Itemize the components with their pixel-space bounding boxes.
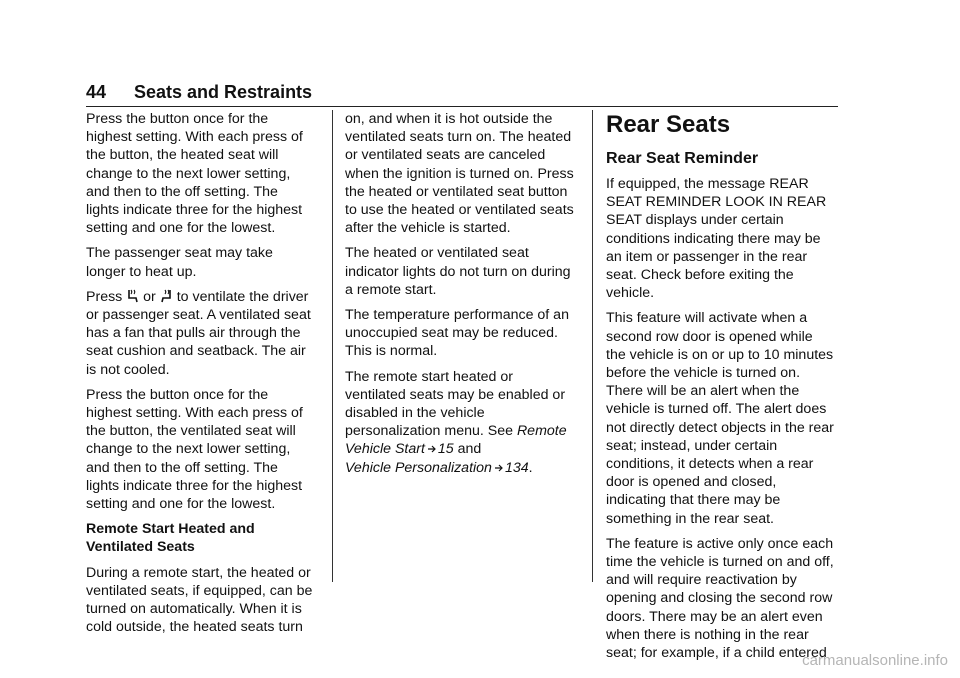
column-divider xyxy=(332,110,333,582)
page-reference-arrow-icon xyxy=(427,444,436,454)
paragraph: The heated or ventilated seat indicator lights do not turn on during a remote start. xyxy=(345,245,571,298)
paragraph: The remote start heated or ventilated seats may be enabled or disabled in the vehicle personalization menu. See Remote Vehicle Start 15 and Vehicle Personalization 134. xyxy=(345,368,567,476)
subheading: Remote Start Heated and Ventilated Seats xyxy=(86,521,255,556)
remote-vehicle-start-link[interactable]: Vehicle Start xyxy=(345,441,425,458)
paragraph: Press the button once for the highest setting. With each press of the button, the heated seat will change to the next lower setting, and then to the off setting. The lights indicate three for the highest setting and one for the lowest. xyxy=(86,111,303,237)
section-title: Seats and Restraints xyxy=(134,82,313,102)
remote-vehicle-start-link[interactable]: Remote xyxy=(516,423,567,440)
paragraph: This feature will activate when a second row door is opened while the vehicle is on or up to 10 minutes before the vehicle is turned on. There will be an alert when the vehicle is turned off. The alert does not directly detect objects in the rear seat; instead, under certain conditions, it detects when a rear door is opened and closed, indicating that there may be something in the rear seat. xyxy=(606,310,834,527)
passenger-ventilated-seat-icon xyxy=(160,289,173,303)
column-divider xyxy=(592,110,593,582)
page-header xyxy=(86,82,838,107)
paragraph: The passenger seat may take longer to heat up. xyxy=(86,245,273,280)
paragraph: The temperature performance of an unoccupied seat may be reduced. This is normal. xyxy=(345,307,569,360)
column-3 xyxy=(606,110,842,669)
vehicle-personalization-link[interactable]: Vehicle Personalization xyxy=(345,459,492,476)
page-reference[interactable]: 134 xyxy=(504,459,529,476)
paragraph: During a remote start, the heated or ventilated seats, if equipped, can be turned on automatically. When it is cold outside, the heated seats turn xyxy=(86,564,313,636)
paragraph: Press or to ventilate the driver or passenger seat. A ventilated seat has a fan that pulls air through the seat cushion and seatback. The air is not cooled. xyxy=(86,288,311,378)
driver-ventilated-seat-icon xyxy=(126,289,139,303)
paragraph: If equipped, the message REAR SEAT REMINDER LOOK IN REAR SEAT displays under certain conditions indicating there may be an item or passenger in the rear seat. Check before exiting the vehicle. xyxy=(606,176,827,302)
page-reference-arrow-icon xyxy=(494,463,503,473)
paragraph: The feature is active only once each time the vehicle is turned on and off, and will require reactivation by opening and closing the second row doors. There may be an alert even when there is nothing in the rear seat; for example, if a child entered xyxy=(606,535,834,662)
column-1 xyxy=(86,110,326,643)
paragraph: on, and when it is hot outside the ventilated seats turn on. The heated or ventilated seats are canceled when the ignition is turned on. Press the heated or ventilated seat button to use the heated or ventilated seats after the vehicle is started. xyxy=(345,111,574,237)
page-reference[interactable]: 15 xyxy=(437,441,454,458)
watermark: carmanualsonline.info xyxy=(802,652,948,669)
paragraph: Press the button once for the highest setting. With each press of the button, the ventilated seat will change to the next lower setting, and then to the off setting. The lights indicate three for the highest setting and one for the lowest. xyxy=(86,386,303,513)
column-2 xyxy=(345,110,585,484)
section-heading: Rear Seats xyxy=(606,111,731,138)
subsection-heading: Rear Seat Reminder xyxy=(606,150,759,167)
page-number: 44 xyxy=(86,82,107,102)
